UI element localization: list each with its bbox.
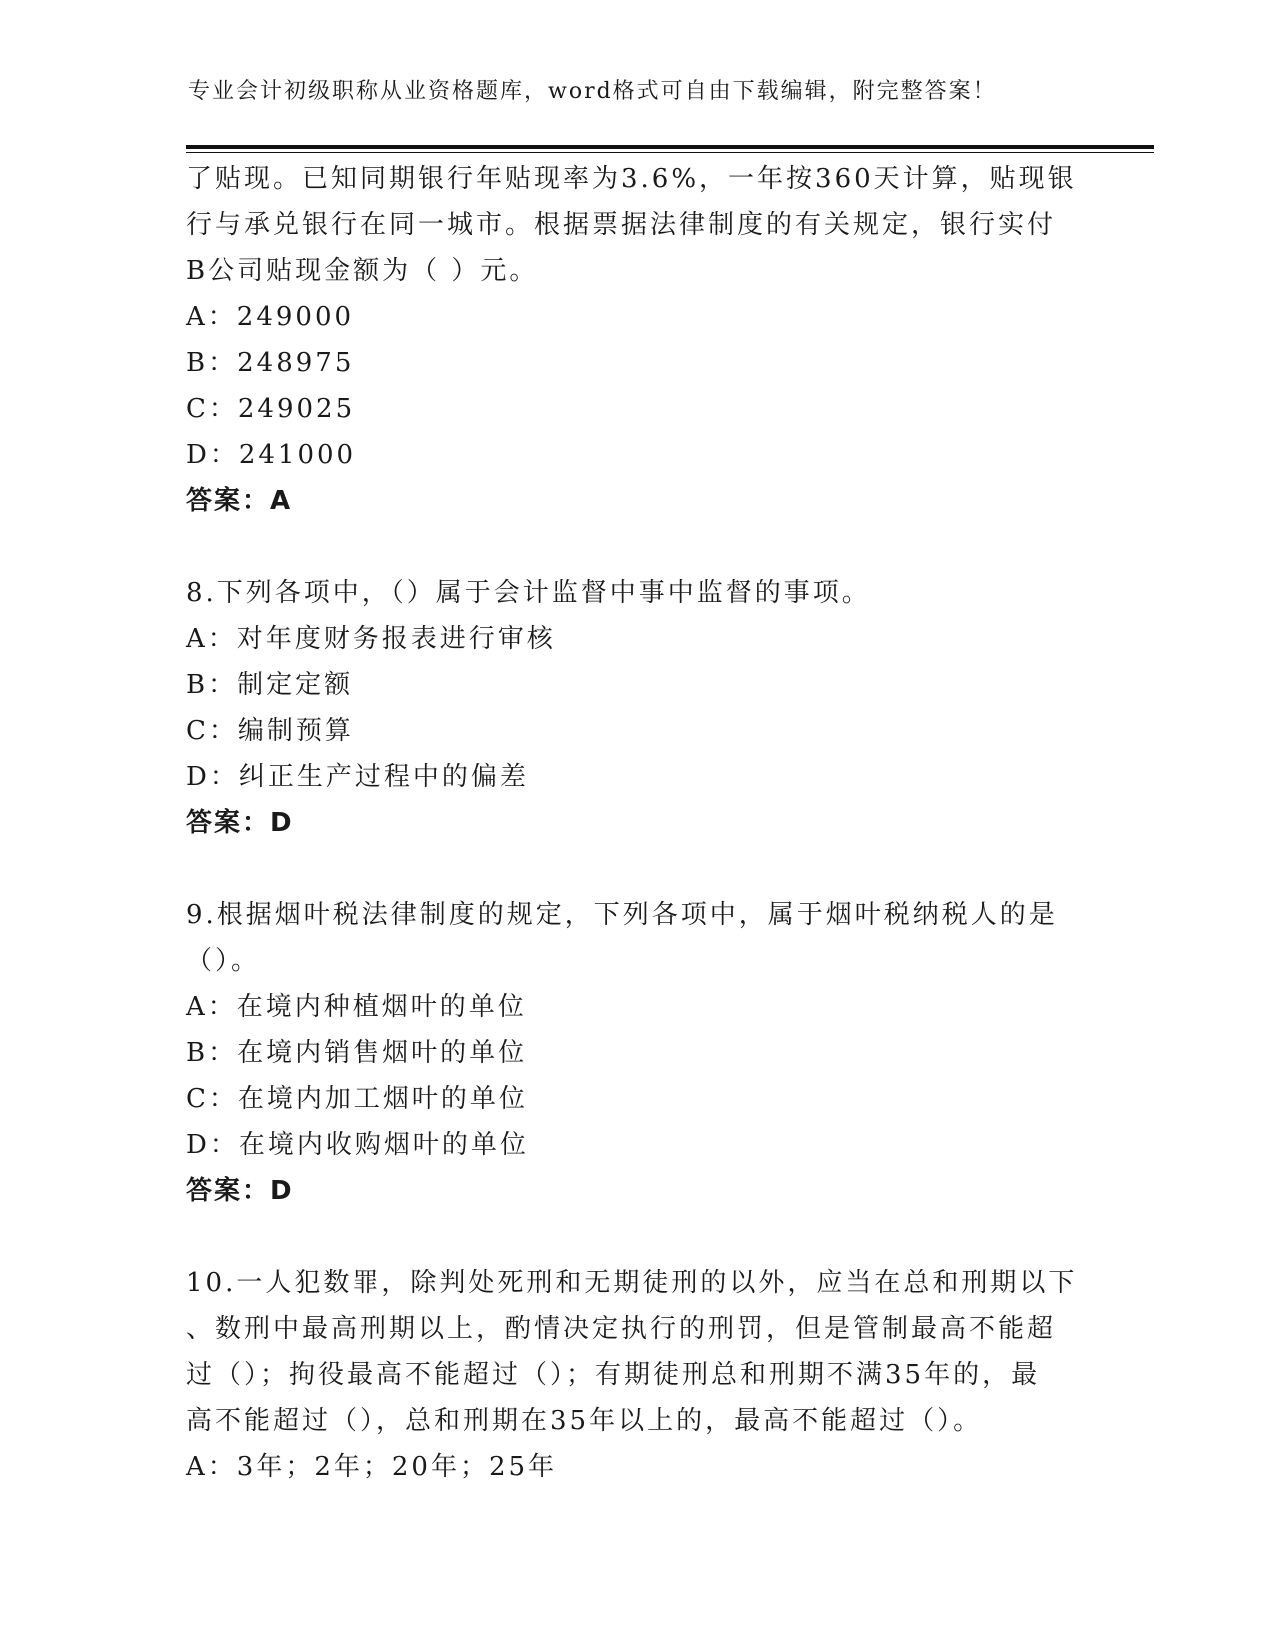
option-a: A：249000 (186, 302, 355, 332)
question-stem-line: 高不能超过（），总和刑期在35年以上的，最高不能超过（）。 (186, 1406, 983, 1436)
question-stem-line: 过（）；拘役最高不能超过（）；有期徒刑总和刑期不满35年的，最 (186, 1360, 1041, 1390)
question-stem-line: 行与承兑银行在同一城市。根据票据法律制度的有关规定，银行实付 (186, 210, 1057, 240)
question-block (186, 892, 1086, 1214)
header-rule-thick (186, 145, 1154, 149)
option-a: A：对年度财务报表进行审核 (186, 624, 556, 654)
option-b: B：制定定额 (186, 670, 354, 700)
question-stem-line: 10.一人犯数罪，除判处死刑和无期徒刑的以外，应当在总和刑期以下 (186, 1268, 1078, 1298)
question-block (186, 156, 1086, 524)
question-block (186, 1260, 1086, 1490)
option-c: C：在境内加工烟叶的单位 (186, 1084, 528, 1114)
option-c: C：249025 (186, 394, 356, 424)
question-stem-line: 、数刑中最高刑期以上，酌情决定执行的刑罚，但是管制最高不能超 (186, 1314, 1057, 1344)
header-rule-thin (186, 152, 1154, 153)
answer-line: 答案：A (186, 486, 293, 516)
option-b: B：248975 (186, 348, 355, 378)
question-block (186, 570, 1086, 846)
question-content (186, 156, 1086, 1490)
option-d: D：在境内收购烟叶的单位 (186, 1130, 529, 1160)
option-d: D：241000 (186, 440, 357, 470)
option-b: B：在境内销售烟叶的单位 (186, 1038, 528, 1068)
page-header: 专业会计初级职称从业资格题库，word格式可自由下载编辑，附完整答案！ (188, 79, 997, 104)
spacer (186, 846, 1086, 892)
spacer (186, 1214, 1086, 1260)
option-d: D：纠正生产过程中的偏差 (186, 762, 529, 792)
option-a: A：3年；2年；20年；25年 (186, 1452, 558, 1482)
spacer (186, 524, 1086, 570)
question-stem-line: 9.根据烟叶税法律制度的规定，下列各项中，属于烟叶税纳税人的是 (186, 900, 1058, 930)
question-stem-line: （）。 (186, 946, 261, 976)
question-stem-line: 8.下列各项中，（）属于会计监督中事中监督的事项。 (186, 578, 871, 608)
option-c: C：编制预算 (186, 716, 354, 746)
question-stem-line: 了贴现。已知同期银行年贴现率为3.6%，一年按360天计算，贴现银 (186, 164, 1077, 194)
answer-line: 答案：D (186, 1176, 294, 1206)
option-a: A：在境内种植烟叶的单位 (186, 992, 527, 1022)
question-stem-line: B公司贴现金额为（ ）元。 (186, 256, 539, 286)
answer-line: 答案：D (186, 808, 294, 838)
